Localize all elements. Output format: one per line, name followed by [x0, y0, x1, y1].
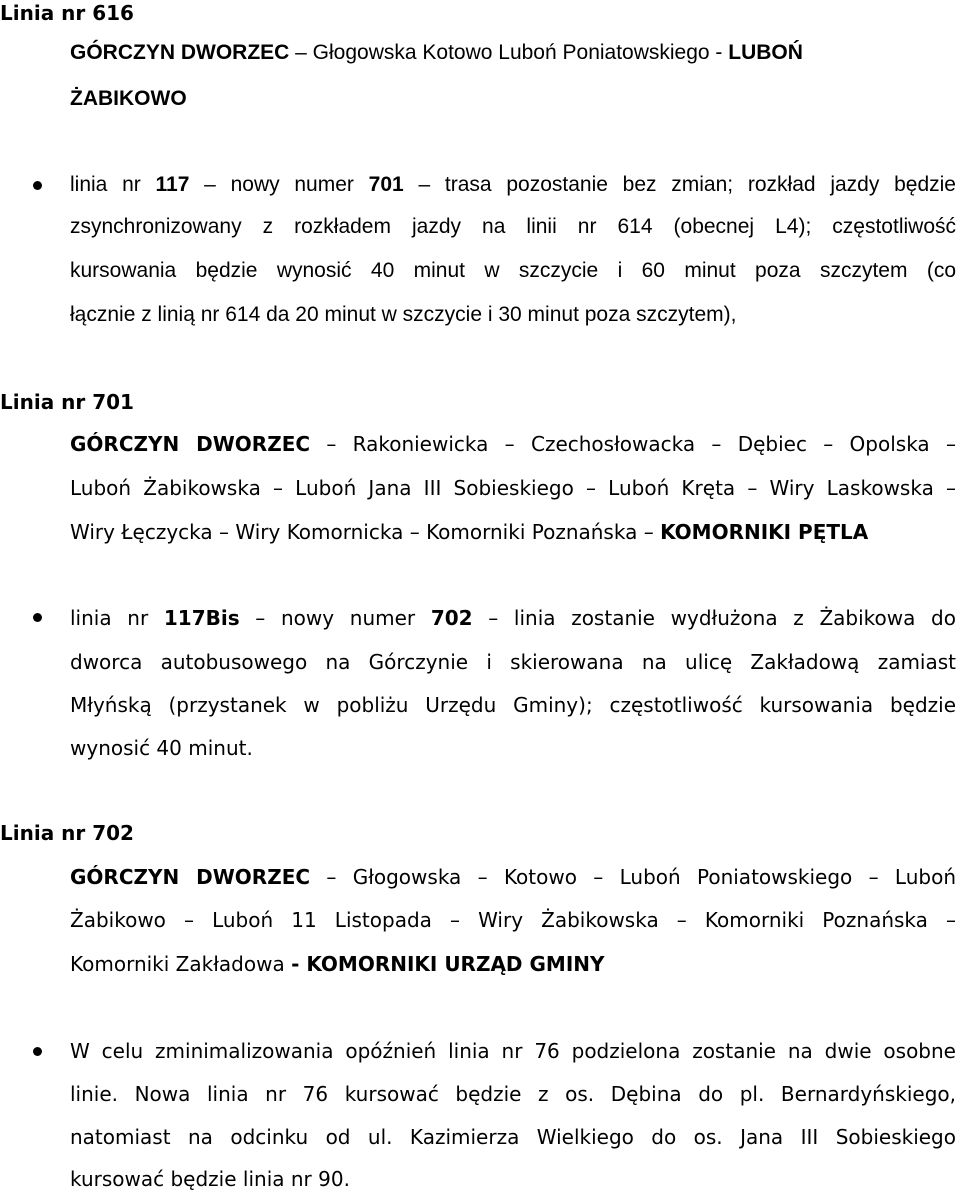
text: – trasa pozostanie bez zmian; rozkład jazdy będzie — [403, 173, 956, 196]
bullet-702-line-3: natomiast na odcinku od ul. Kazimierza Wielkiego do os. Jana III Sobieskiego — [70, 1125, 956, 1149]
route-stops: – Głogowska – Kotowo – Luboń Poniatowskiego – Luboń — [310, 865, 957, 889]
bullet-dot — [33, 1047, 42, 1056]
route-start: GÓRCZYN DWORZEC — [70, 41, 290, 64]
bullet-dot — [33, 181, 42, 190]
text: – nowy numer — [239, 606, 431, 630]
bullet-702-line-2: linie. Nowa linia nr 76 kursować będzie z os. Dębina do pl. Bernardyńskiego, — [70, 1082, 956, 1106]
text: – nowy numer — [189, 173, 369, 196]
bullet-616-line-3: kursowania będzie wynosić 40 minut w szczycie i 60 minut poza szczytem (co — [70, 259, 956, 282]
route-stops: – Rakoniewicka – Czechosłowacka – Dębiec – Opolska – — [310, 432, 956, 456]
route-stops: Komorniki Zakładowa — [70, 952, 292, 976]
bullet-616-line-1 — [70, 172, 956, 198]
route-stops: – Głogowska Kotowo Luboń Poniatowskiego - — [289, 41, 729, 64]
route-701-line-2: Luboń Żabikowska – Luboń Jana III Sobieskiego – Luboń Kręta – Wiry Laskowska – — [70, 476, 956, 500]
bullet-701-line-2: dworca autobusowego na Górczynie i skierowana na ulicę Zakładową zamiast — [70, 650, 956, 674]
bullet-702-line-4: kursować będzie linia nr 90. — [70, 1167, 350, 1191]
route-616-line-2 — [70, 86, 956, 112]
route-end: - KOMORNIKI URZĄD GMINY — [291, 952, 605, 976]
route-702-line-1 — [70, 864, 956, 890]
new-line-number: 701 — [368, 173, 404, 196]
route-end: LUBOŃ — [728, 41, 803, 64]
route-701-line-1 — [70, 431, 956, 457]
text: linia nr — [70, 173, 156, 196]
new-line-number: 702 — [430, 606, 473, 630]
bullet-701-line-4: wynosić 40 minut. — [70, 736, 253, 760]
route-702-line-2: Żabikowo – Luboń 11 Listopada – Wiry Żabikowska – Komorniki Poznańska – — [70, 908, 956, 932]
heading-linia-701: Linia nr 701 — [0, 390, 134, 414]
route-end: KOMORNIKI PĘTLA — [660, 520, 869, 544]
route-702-line-3 — [70, 951, 956, 977]
text: – linia zostanie wydłużona z Żabikowa do — [472, 606, 956, 630]
bullet-616-line-2: zsynchronizowany z rozkładem jazdy na linii nr 614 (obecnej L4); częstotliwość — [70, 215, 956, 238]
route-start: GÓRCZYN DWORZEC — [70, 865, 311, 889]
old-line-number: 117Bis — [163, 606, 240, 630]
bullet-701-line-3: Młyńską (przystanek w pobliżu Urzędu Gminy); częstotliwość kursowania będzie — [70, 693, 956, 717]
route-616-line-1 — [70, 40, 956, 66]
bullet-dot — [33, 613, 42, 622]
route-701-line-3 — [70, 519, 956, 545]
route-stops: Wiry Łęczycka – Wiry Komornicka – Komorniki Poznańska – — [70, 520, 661, 544]
text: linia nr — [70, 606, 164, 630]
bullet-701-line-1 — [70, 605, 956, 631]
bullet-616-line-4: łącznie z linią nr 614 da 20 minut w szczycie i 30 minut poza szczytem), — [70, 303, 737, 326]
heading-linia-616: Linia nr 616 — [0, 1, 134, 25]
heading-linia-702: Linia nr 702 — [0, 821, 134, 845]
route-start: GÓRCZYN DWORZEC — [70, 432, 311, 456]
bullet-702-line-1: W celu zminimalizowania opóźnień linia nr 76 podzielona zostanie na dwie osobne — [70, 1039, 956, 1063]
route-end-cont: ŻABIKOWO — [70, 87, 187, 110]
old-line-number: 117 — [155, 173, 190, 196]
